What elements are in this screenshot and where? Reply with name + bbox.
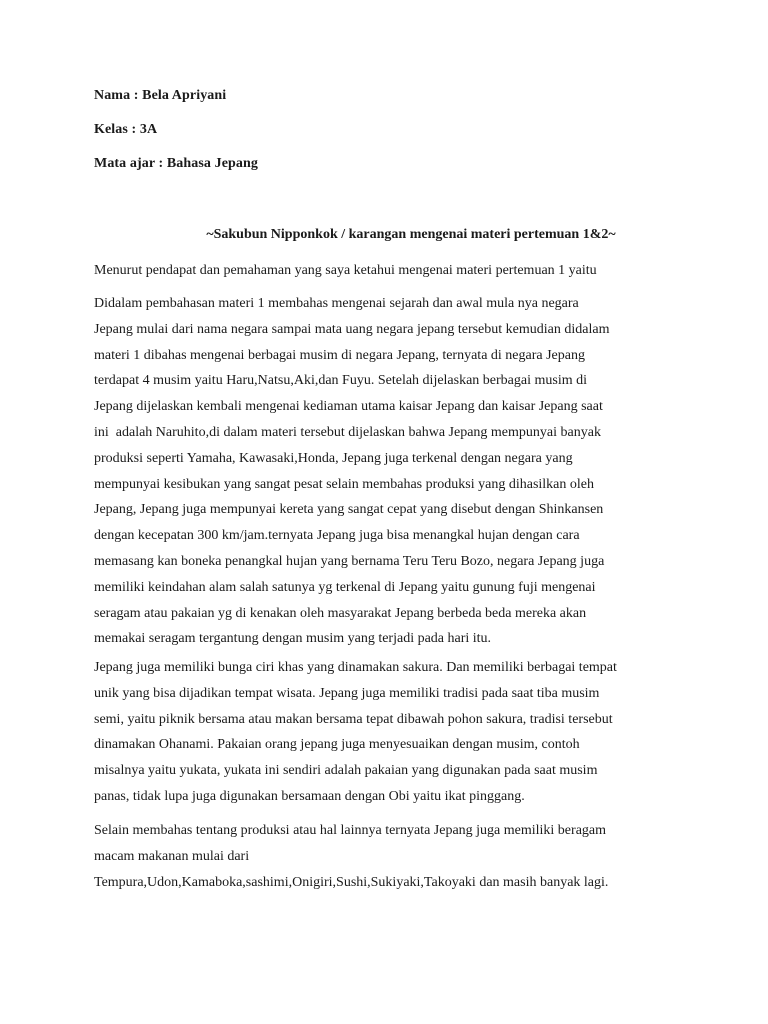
text-line: Tempura,Udon,Kamaboka,sashimi,Onigiri,Sushi,Sukiyaki,Takoyaki dan masih banyak lagi.	[94, 874, 609, 890]
intro-line: Menurut pendapat dan pemahaman yang saya ketahui mengenai materi pertemuan 1 yaitu	[94, 263, 597, 278]
text-line: materi 1 dibahas mengenai berbagai musim di negara Jepang, ternyata di negara Jepang	[94, 347, 585, 363]
student-name: Nama : Bela Apriyani	[94, 88, 227, 103]
text-line: memakai seragam tergantung dengan musim yang terjadi pada hari itu.	[94, 631, 492, 647]
text-line: panas, tidak lupa juga digunakan bersamaan dengan Obi yaitu ikat pinggang.	[94, 788, 525, 804]
student-class: Kelas : 3A	[94, 122, 158, 137]
paragraph-1	[94, 291, 674, 652]
paragraph-2	[94, 655, 674, 810]
text-line: memiliki keindahan alam salah satunya yg terkenal di Jepang yaitu gunung fuji mengenai	[94, 579, 596, 595]
text-line: dengan kecepatan 300 km/jam.ternyata Jepang juga bisa menangkal hujan dengan cara	[94, 528, 580, 544]
text-line: macam makanan mulai dari	[94, 848, 250, 864]
essay-title: ~Sakubun Nipponkok / karangan mengenai materi pertemuan 1&2~	[206, 227, 616, 242]
text-line: terdapat 4 musim yaitu Haru,Natsu,Aki,dan Fuyu. Setelah dijelaskan berbagai musim di	[94, 373, 588, 389]
text-line: unik yang bisa dijadikan tempat wisata. Jepang juga memiliki tradisi pada saat tiba musim	[94, 685, 600, 701]
text-line: Jepang dijelaskan kembali mengenai kediaman utama kaisar Jepang dan kaisar Jepang saat	[94, 399, 603, 415]
paragraph-3	[94, 818, 674, 895]
text-line: produksi seperti Yamaha, Kawasaki,Honda, Jepang juga terkenal dengan negara yang	[94, 450, 573, 466]
text-line: ini adalah Naruhito,di dalam materi tersebut dijelaskan bahwa Jepang mempunyai banyak	[94, 424, 601, 440]
text-line: Selain membahas tentang produksi atau hal lainnya ternyata Jepang juga memiliki beragam	[94, 823, 607, 838]
text-line: Didalam pembahasan materi 1 membahas mengenai sejarah dan awal mula nya negara	[94, 296, 579, 311]
text-line: Jepang, Jepang juga mempunyai kereta yang sangat cepat yang disebut dengan Shinkansen	[94, 502, 604, 518]
intro-paragraph	[94, 258, 674, 284]
text-line: misalnya yaitu yukata, yukata ini sendiri adalah pakaian yang digunakan pada saat musim	[94, 763, 598, 779]
text-line: dinamakan Ohanami. Pakaian orang jepang juga menyesuaikan dengan musim, contoh	[94, 737, 580, 753]
text-line: Jepang juga memiliki bunga ciri khas yang dinamakan sakura. Dan memiliki berbagai tempat	[94, 660, 617, 675]
subject: Mata ajar : Bahasa Jepang	[94, 156, 259, 171]
text-line: mempunyai kesibukan yang sangat pesat selain membahas produksi yang dihasilkan oleh	[94, 476, 594, 492]
text-line: seragam atau pakaian yg di kenakan oleh masyarakat Jepang berbeda beda mereka akan	[94, 605, 587, 621]
text-line: Jepang mulai dari nama negara sampai mata uang negara jepang tersebut kemudian didalam	[94, 321, 610, 337]
text-line: semi, yaitu piknik bersama atau makan bersama tepat dibawah pohon sakura, tradisi tersebut	[94, 711, 613, 727]
text-line: memasang kan boneka penangkal hujan yang bernama Teru Teru Bozo, negara Jepang juga	[94, 553, 605, 569]
